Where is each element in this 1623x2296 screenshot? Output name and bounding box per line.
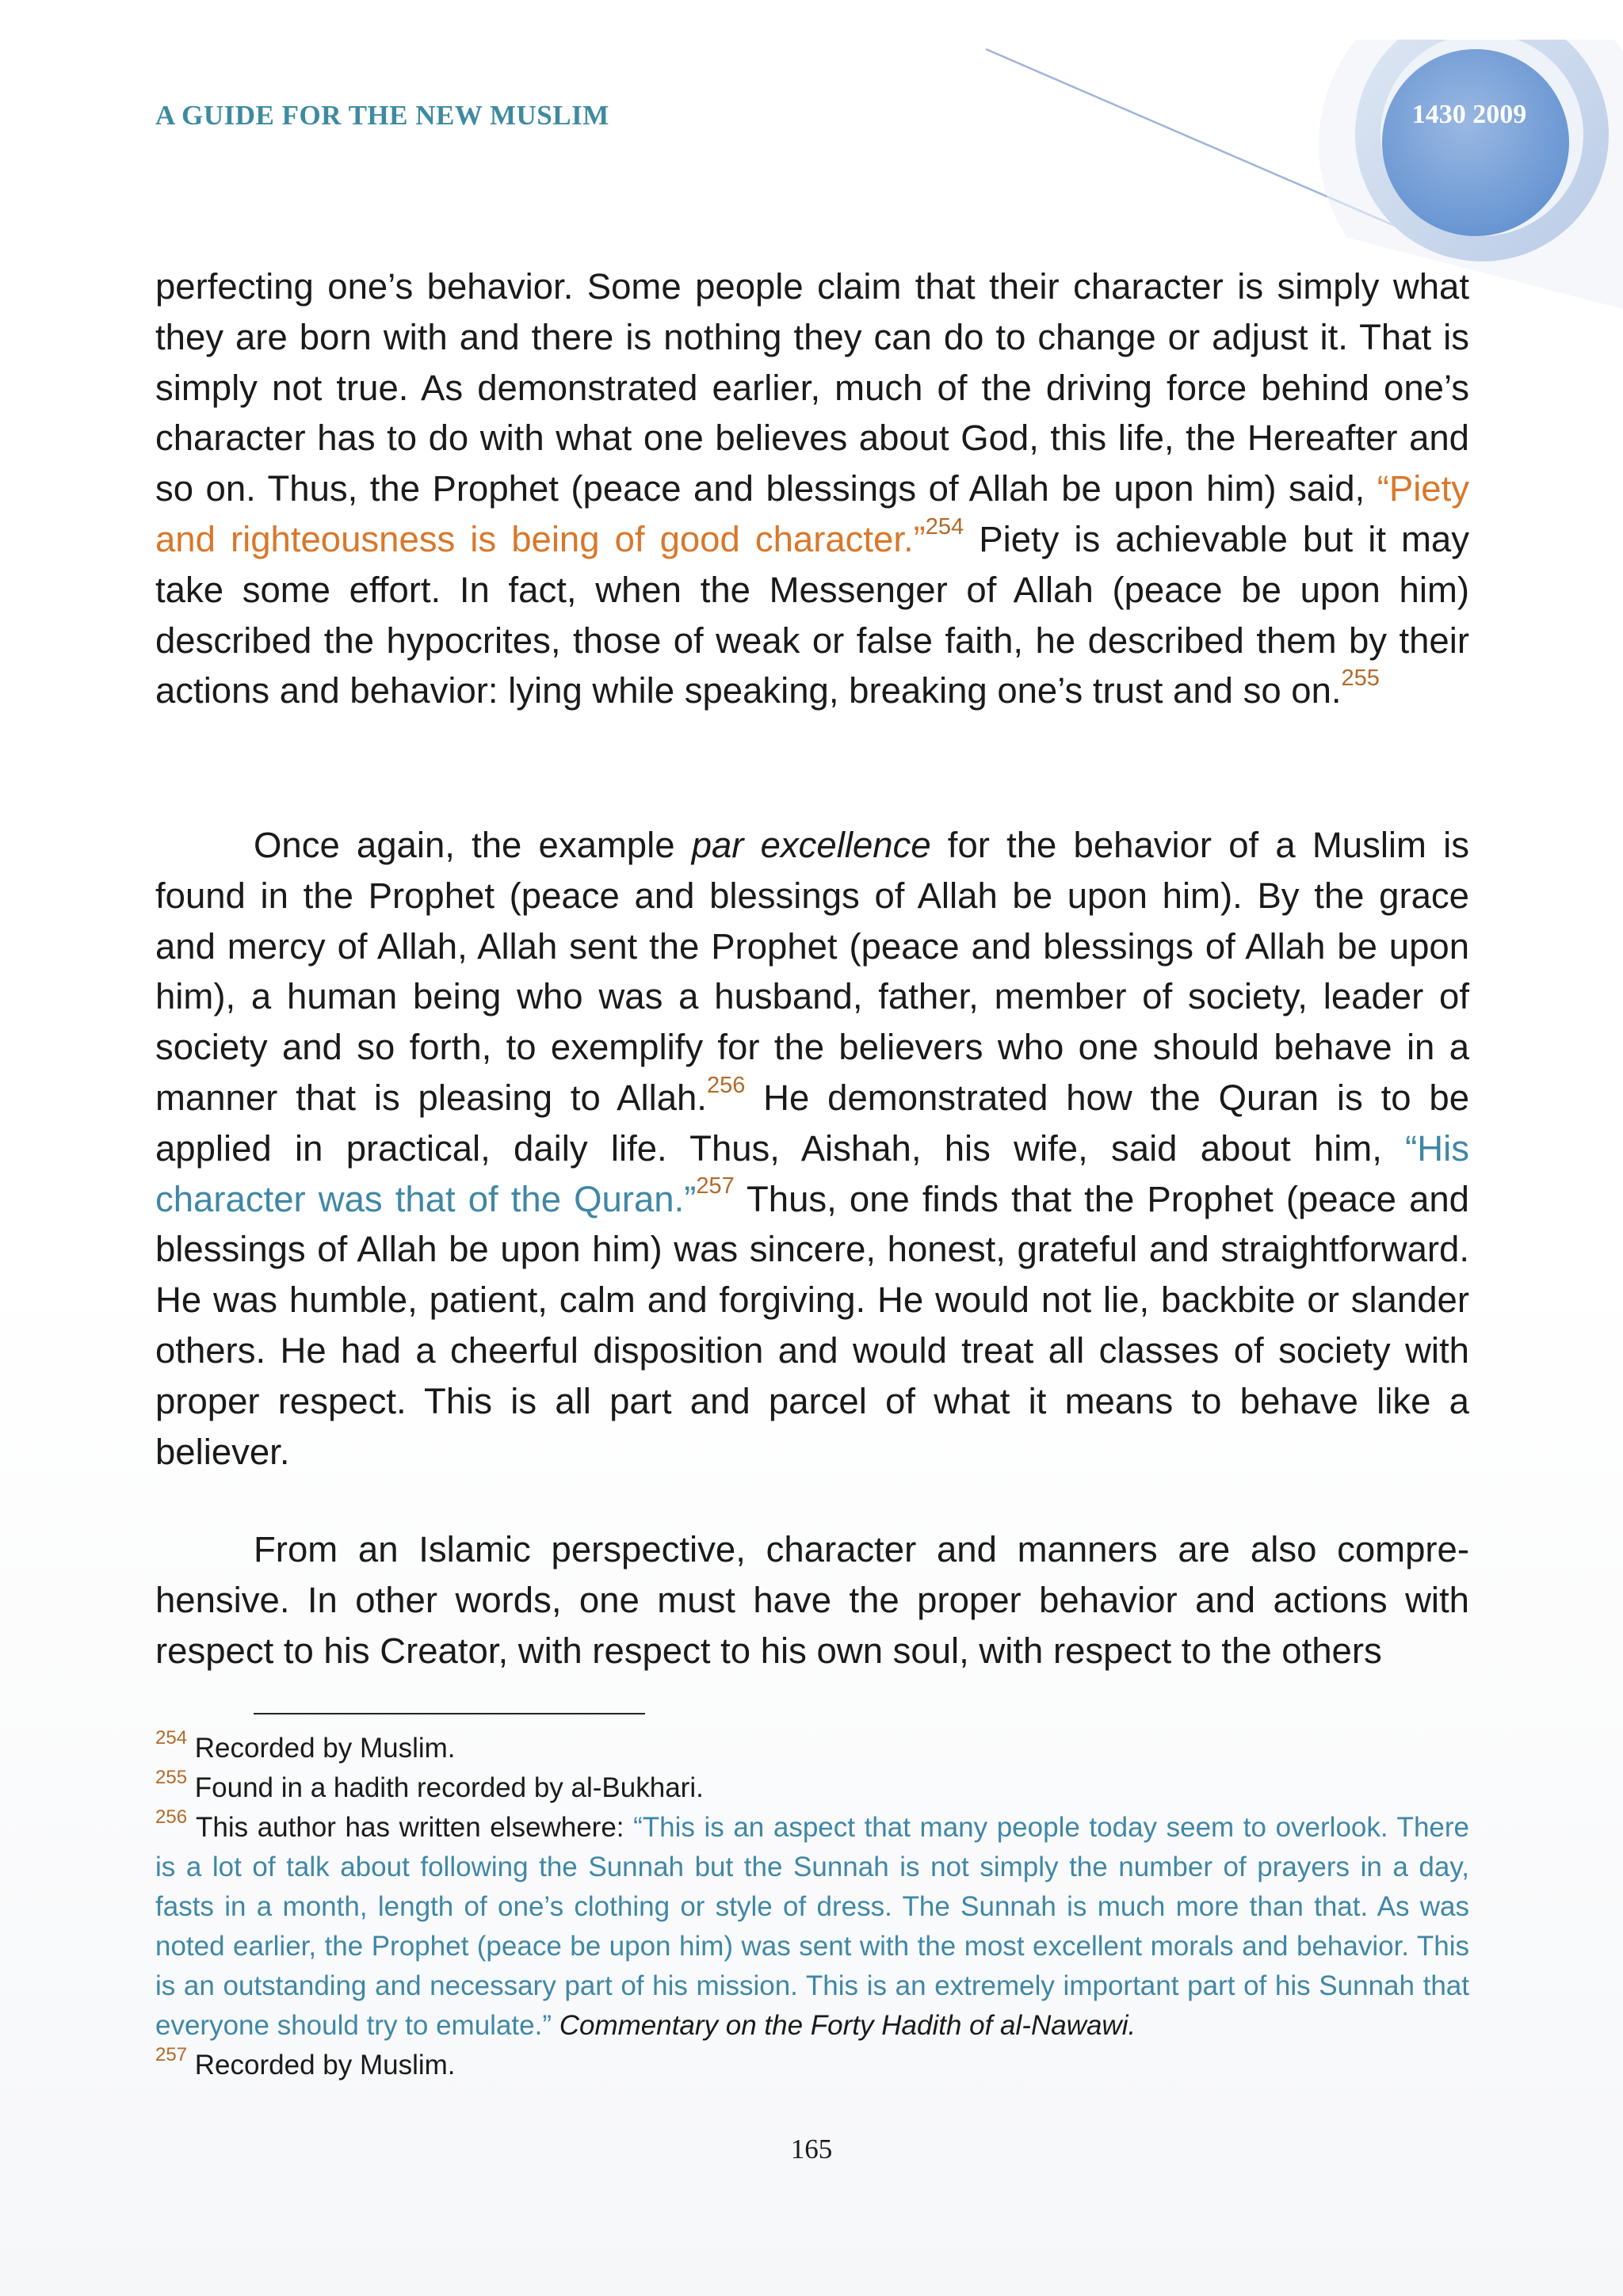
footnote-254 (155, 1729, 1469, 1768)
paragraph-2-text: Once again, the example (254, 825, 692, 865)
running-header-title: A GUIDE FOR THE NEW MUSLIM (155, 100, 609, 131)
footnote-separator (254, 1713, 645, 1714)
footnote-ref-256[interactable]: 256 (706, 1072, 746, 1098)
footnote-ref-255[interactable]: 255 (1341, 666, 1380, 692)
footnote-quote: “This is an aspect that many people today seem to overlook. There is a lot of talk about following the Sunnah but the Sunnah is not simply the number of prayers in a day, fasts in a month, length of one’s clothing or style of dress. The Sunnah is much more than that. As was noted earlier, the Prophet (peace be upon him) was sent with the most excellent morals and behavior. This is an outstanding and necessary part of his mission. This is an extremely important part of his Sunnah that everyone should try to emulate.” (155, 1812, 1469, 2041)
footnote-text: Found in a hadith recorded by al-Bukhari. (187, 1772, 704, 1803)
footnote-text: Recorded by Muslim. (187, 2050, 456, 2081)
footnotes-section (155, 1729, 1469, 2085)
footnote-ref-254[interactable]: 254 (925, 513, 964, 540)
page-number: 165 (790, 2134, 833, 2164)
paragraph-2 (155, 820, 1469, 1477)
paragraph-3: From an Islamic perspective, character and manners are also comprehensive. In other words, one must have the proper behavior and actions with respect to his Creator, with respect to his own soul, with respect to the others (155, 1529, 1469, 1671)
paragraph-2-text-cont-3: Thus, one finds that the Prophet (peace and blessings of Allah be upon him) was sincere, honest, grateful and straightforward. He was humble, patient, calm and forgiving. He would not lie, backbite or slander others. He had a cheerful disposition and would treat all classes of society with proper respect. This is all part and parcel of what it means to behave like a believer. (155, 1178, 1469, 1472)
paragraph-1-text: perfecting one’s behavior. Some people claim that their character is simply what they are born with and there is nothing they can do to change or adjust it. That is simply not true. As demonstrated earlier, much of the driving force behind one’s character has to do with what one believes about God, this life, the Hereafter and so on. Thus, the Prophet (peace and blessings of Allah be upon him) said, (155, 266, 1469, 509)
footnote-ref-257[interactable]: 257 (696, 1173, 735, 1199)
footnote-257 (155, 2046, 1469, 2085)
footnote-citation: Commentary on the Forty Hadith of al-Nawawi. (551, 2010, 1136, 2041)
paragraph-2-text-cont: for the behavior of a Muslim is found in the Prophet (peace and blessings of Allah be upon him). By the grace and mercy of Allah, Allah sent the Prophet (peace and blessings of Allah be upon him), a human being who was a husband, father, member of society, leader of society and so forth, to exemplify for the believers who one should behave in a manner that is pleasing to Allah. (155, 825, 1469, 1118)
footnote-255 (155, 1768, 1469, 1808)
paragraph-1 (155, 261, 1469, 716)
footnote-number: 257 (155, 2044, 188, 2066)
footnote-number: 255 (155, 1767, 188, 1789)
hadith-quote-piety: “Piety and righteousness is being of good character.” (155, 468, 1469, 559)
paragraph-1-text-cont: Piety is achievable but it may take some effort. In fact, when the Messenger of Allah (peace be upon him) described the hypocrites, those of weak or false faith, he described them by their actions and behavior: lying while speaking, breaking one’s trust and so on. (155, 518, 1469, 711)
footnote-number: 256 (155, 1806, 188, 1829)
footnote-number: 254 (155, 1727, 188, 1749)
footnote-text: This author has written elsewhere: (187, 1812, 634, 1843)
hadith-quote-quran: “His character was that of the Quran.” (155, 1127, 1469, 1219)
running-header-year: 1430 2009 (1411, 100, 1527, 129)
italic-term: par excellence (691, 825, 931, 865)
paragraph-2-text-cont-2: He demonstrated how the Quran is to be applied in practical, daily life. Thus, Aishah, his wife, said about him, (155, 1077, 1469, 1169)
footnote-text: Recorded by Muslim. (187, 1733, 456, 1764)
footnote-256 (155, 1808, 1469, 2046)
